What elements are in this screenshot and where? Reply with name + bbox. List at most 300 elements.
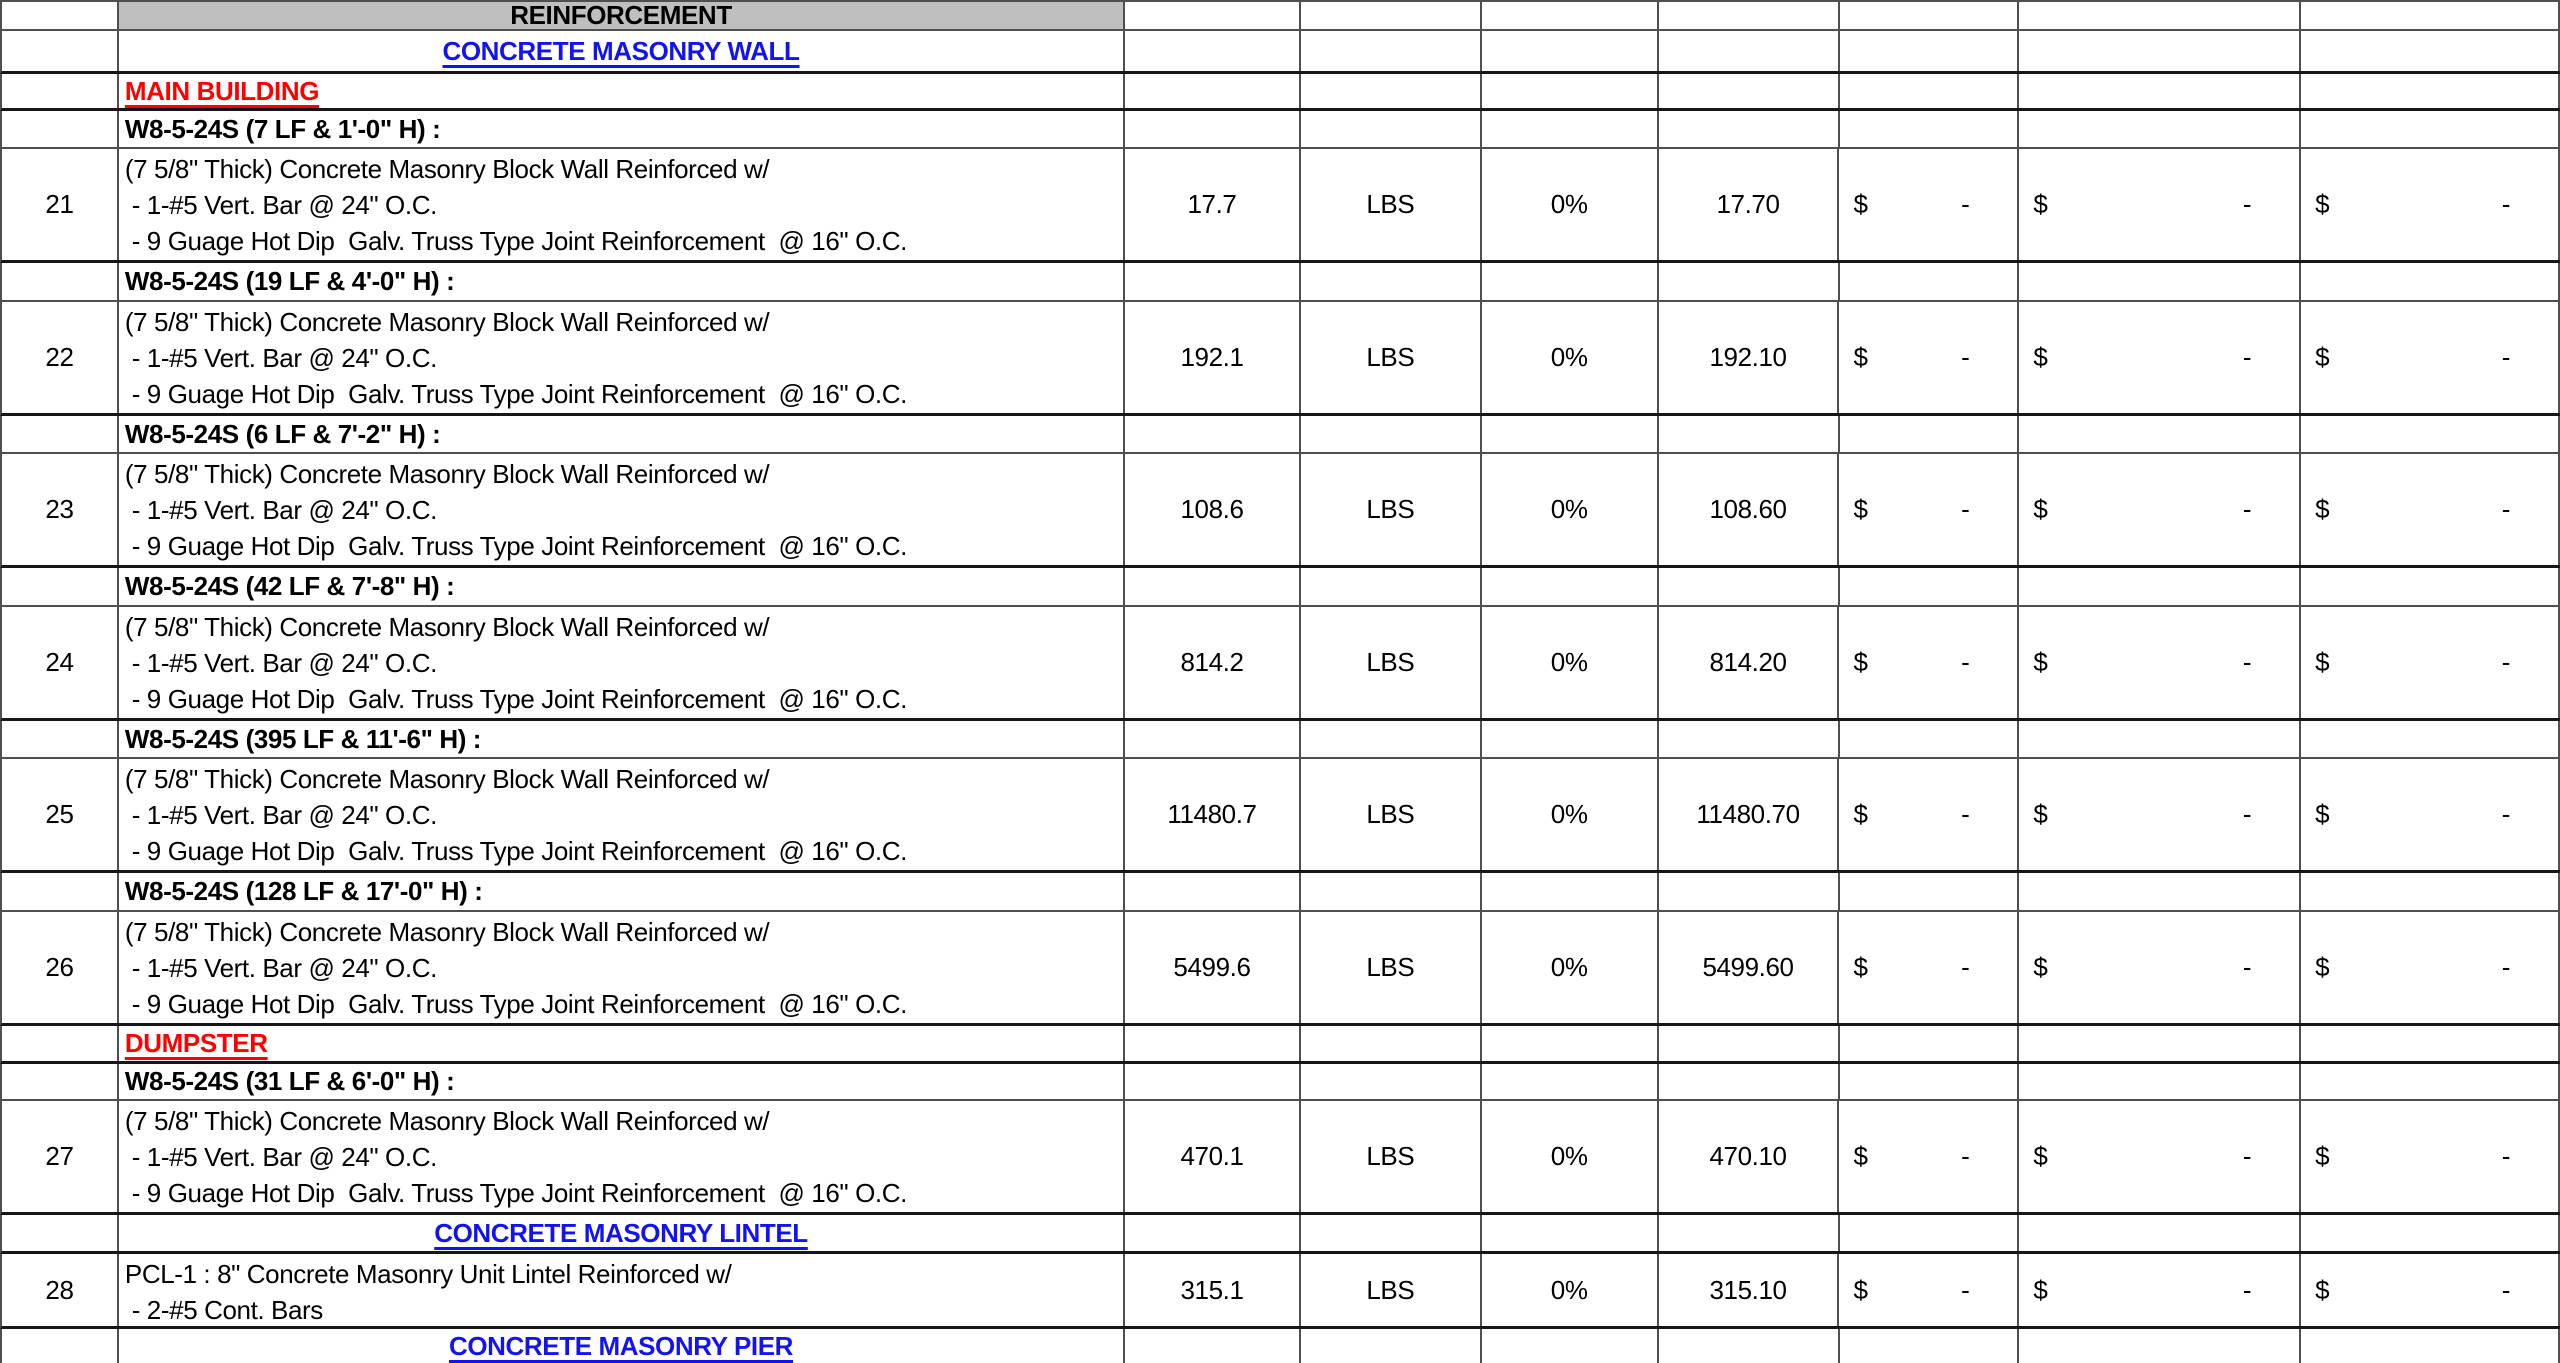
row-number: 23 <box>45 494 74 524</box>
adjusted-quantity-value: 315.10 <box>1709 1274 1787 1305</box>
quantity-value: 17.7 <box>1187 189 1237 219</box>
item-unit-cell[interactable] <box>1301 912 1482 1023</box>
item-name-description-cell[interactable] <box>119 568 1125 605</box>
description-lines <box>125 1103 907 1211</box>
currency-symbol: $ <box>1853 799 1868 829</box>
row-number: 25 <box>45 799 74 829</box>
percent-value: 0% <box>1550 952 1588 982</box>
item-quantity-cell[interactable] <box>1125 1101 1301 1212</box>
section-amount-2-cell[interactable] <box>2019 31 2301 71</box>
item-name-amount-3-cell[interactable] <box>2301 416 2560 452</box>
item-amount-2-cell[interactable] <box>2019 149 2301 260</box>
item-unit-cell[interactable] <box>1301 1254 1482 1326</box>
item-name-adjusted-quantity-cell[interactable] <box>1659 263 1840 300</box>
item-quantity-cell[interactable] <box>1125 607 1301 718</box>
section-adjusted-quantity-cell[interactable] <box>1659 1329 1840 1363</box>
unit-value: LBS <box>1366 647 1415 677</box>
row-number: 21 <box>45 189 74 219</box>
section-unit-cell[interactable] <box>1301 74 1482 108</box>
section-amount-3-cell[interactable] <box>2301 1026 2560 1061</box>
item-name-quantity-cell[interactable] <box>1125 1064 1301 1099</box>
item-name-description-cell[interactable] <box>119 416 1125 452</box>
currency-symbol: $ <box>1853 1274 1868 1305</box>
item-amount-1-cell[interactable] <box>1839 607 2019 718</box>
section-amount-1-cell[interactable] <box>1840 74 2020 108</box>
item-percent-cell[interactable] <box>1482 912 1659 1023</box>
item-amount-3-cell[interactable] <box>2301 454 2560 565</box>
item-name-quantity-cell[interactable] <box>1125 263 1301 300</box>
currency-amount: - <box>1961 342 1970 372</box>
item-name-quantity-cell[interactable] <box>1125 111 1301 147</box>
item-name-amount-2-cell[interactable] <box>2019 721 2301 757</box>
currency-symbol: $ <box>2033 647 2048 677</box>
section-amount-1-cell[interactable] <box>1840 2 2020 29</box>
item-name-adjusted-quantity-cell[interactable] <box>1659 568 1840 605</box>
item-amount-2-cell[interactable] <box>2019 607 2301 718</box>
item-name-amount-1-cell[interactable] <box>1840 263 2020 300</box>
item-name-adjusted-quantity-cell[interactable] <box>1659 873 1840 910</box>
section-title-label: CONCRETE MASONRY LINTEL <box>434 1217 808 1248</box>
item-description-cell[interactable] <box>119 607 1125 718</box>
section-amount-3-cell[interactable] <box>2301 1215 2560 1251</box>
currency-amount: - <box>2242 1274 2252 1305</box>
description-line: - 9 Guage Hot Dip Galv. Truss Type Joint Reinforcement @ 16" O.C. <box>124 989 907 1019</box>
section-amount-1-cell[interactable] <box>1840 31 2020 71</box>
item-name-description-cell[interactable] <box>119 111 1125 147</box>
item-name-row-number-cell[interactable] <box>2 1064 119 1099</box>
item-unit-cell[interactable] <box>1301 302 1482 413</box>
quantity-value: 11480.7 <box>1167 799 1257 829</box>
item-name-label: W8-5-24S (31 LF & 6'-0" H) : <box>124 1066 455 1096</box>
currency-amount: - <box>1961 799 1970 829</box>
item-unit-cell[interactable] <box>1301 759 1482 870</box>
item-amount-1-cell[interactable] <box>1839 1254 2019 1326</box>
item-name-row-number-cell[interactable] <box>2 568 119 605</box>
section-title-row <box>0 2 2560 31</box>
section-quantity-cell[interactable] <box>1125 1215 1301 1251</box>
item-name-amount-2-cell[interactable] <box>2019 568 2301 605</box>
item-row <box>0 912 2560 1026</box>
item-amount-3-cell[interactable] <box>2301 1254 2560 1326</box>
item-name-quantity-cell[interactable] <box>1125 873 1301 910</box>
item-name-label: W8-5-24S (395 LF & 11'-6" H) : <box>124 723 482 754</box>
item-name-amount-2-cell[interactable] <box>2019 111 2301 147</box>
item-name-description-cell[interactable] <box>119 873 1125 910</box>
item-name-percent-cell[interactable] <box>1482 1064 1659 1099</box>
item-row <box>0 759 2560 873</box>
section-description-cell[interactable] <box>119 1215 1125 1251</box>
adjusted-quantity-value: 11480.70 <box>1696 799 1800 829</box>
description-line: - 9 Guage Hot Dip Galv. Truss Type Joint Reinforcement @ 16" O.C. <box>124 684 907 714</box>
description-line: PCL-1 : 8" Concrete Masonry Unit Lintel Reinforced w/ <box>124 1259 732 1289</box>
item-name-amount-2-cell[interactable] <box>2019 263 2301 300</box>
item-amount-2-cell[interactable] <box>2019 912 2301 1023</box>
item-name-percent-cell[interactable] <box>1482 416 1659 452</box>
item-percent-cell[interactable] <box>1482 1101 1659 1212</box>
item-adjusted-quantity-cell[interactable] <box>1659 1254 1840 1326</box>
item-description-cell[interactable] <box>119 1101 1125 1212</box>
section-title-label: CONCRETE MASONRY WALL <box>442 35 800 66</box>
item-row <box>0 302 2560 416</box>
row-number: 22 <box>45 342 74 372</box>
section-amount-1-cell[interactable] <box>1840 1026 2020 1061</box>
item-name-amount-3-cell[interactable] <box>2301 111 2560 147</box>
section-percent-cell[interactable] <box>1482 1215 1659 1251</box>
item-name-amount-3-cell[interactable] <box>2301 568 2560 605</box>
section-adjusted-quantity-cell[interactable] <box>1659 2 1840 29</box>
section-amount-2-cell[interactable] <box>2019 1329 2301 1363</box>
currency-amount: - <box>2242 1141 2252 1171</box>
item-description-cell[interactable] <box>119 912 1125 1023</box>
item-name-amount-1-cell[interactable] <box>1840 721 2020 757</box>
item-amount-1-cell[interactable] <box>1839 759 2019 870</box>
item-row <box>0 1254 2560 1329</box>
item-amount-1-cell[interactable] <box>1839 1101 2019 1212</box>
description-line: (7 5/8" Thick) Concrete Masonry Block Wall Reinforced w/ <box>124 612 770 642</box>
currency-symbol: $ <box>2033 1274 2048 1305</box>
item-name-row-number-cell[interactable] <box>2 263 119 300</box>
adjusted-quantity-value: 192.10 <box>1709 342 1787 372</box>
item-percent-cell[interactable] <box>1482 1254 1659 1326</box>
unit-value: LBS <box>1366 1141 1415 1171</box>
section-amount-3-cell[interactable] <box>2301 2 2560 29</box>
item-name-row-number-cell[interactable] <box>2 416 119 452</box>
item-unit-cell[interactable] <box>1301 607 1482 718</box>
item-name-amount-1-cell[interactable] <box>1840 416 2020 452</box>
currency-amount: - <box>2242 494 2252 524</box>
item-amount-3-cell[interactable] <box>2301 149 2560 260</box>
adjusted-quantity-value: 5499.60 <box>1702 952 1794 982</box>
section-amount-1-cell[interactable] <box>1840 1329 2020 1363</box>
item-name-row-number-cell[interactable] <box>2 873 119 910</box>
item-row <box>0 607 2560 721</box>
item-amount-2-cell[interactable] <box>2019 454 2301 565</box>
item-name-amount-2-cell[interactable] <box>2019 1064 2301 1099</box>
item-amount-2-cell[interactable] <box>2019 1254 2301 1326</box>
item-unit-cell[interactable] <box>1301 454 1482 565</box>
section-amount-2-cell[interactable] <box>2019 2 2301 29</box>
item-adjusted-quantity-cell[interactable] <box>1659 454 1840 565</box>
currency-symbol: $ <box>1853 647 1868 677</box>
unit-value: LBS <box>1366 494 1415 524</box>
item-name-unit-cell[interactable] <box>1301 1064 1482 1099</box>
item-percent-cell[interactable] <box>1482 454 1659 565</box>
section-unit-cell[interactable] <box>1301 1026 1482 1061</box>
item-name-row <box>0 873 2560 912</box>
section-row-number-cell[interactable] <box>2 31 119 71</box>
section-title-row <box>0 1215 2560 1254</box>
section-description-cell[interactable] <box>119 31 1125 71</box>
description-lines <box>125 609 907 717</box>
currency-amount: - <box>2501 1141 2510 1171</box>
row-number: 27 <box>45 1141 74 1171</box>
item-amount-2-cell[interactable] <box>2019 759 2301 870</box>
description-line: - 1-#5 Vert. Bar @ 24" O.C. <box>124 953 437 983</box>
adjusted-quantity-value: 470.10 <box>1709 1141 1787 1171</box>
description-lines <box>125 456 907 564</box>
item-adjusted-quantity-cell[interactable] <box>1659 759 1840 870</box>
section-amount-3-cell[interactable] <box>2301 74 2560 108</box>
item-adjusted-quantity-cell[interactable] <box>1659 302 1840 413</box>
description-line: - 1-#5 Vert. Bar @ 24" O.C. <box>124 495 437 525</box>
item-row-number-cell[interactable] <box>2 912 119 1023</box>
currency-amount: - <box>2242 189 2252 219</box>
currency-amount: - <box>1961 952 1970 982</box>
quantity-value: 108.6 <box>1180 494 1244 524</box>
currency-symbol: $ <box>1853 342 1868 372</box>
item-description-cell[interactable] <box>119 759 1125 870</box>
item-adjusted-quantity-cell[interactable] <box>1659 149 1840 260</box>
description-line: - 2-#5 Cont. Bars <box>124 1295 323 1325</box>
section-amount-2-cell[interactable] <box>2019 1215 2301 1251</box>
section-title-label: MAIN BUILDING <box>124 75 320 106</box>
currency-symbol: $ <box>1853 189 1868 219</box>
item-unit-cell[interactable] <box>1301 149 1482 260</box>
currency-amount: - <box>2501 494 2510 524</box>
section-quantity-cell[interactable] <box>1125 1329 1301 1363</box>
quantity-value: 814.2 <box>1180 647 1244 677</box>
item-name-amount-3-cell[interactable] <box>2301 873 2560 910</box>
section-description-cell[interactable] <box>119 74 1125 108</box>
description-line: (7 5/8" Thick) Concrete Masonry Block Wall Reinforced w/ <box>124 154 770 184</box>
item-name-quantity-cell[interactable] <box>1125 568 1301 605</box>
item-amount-2-cell[interactable] <box>2019 302 2301 413</box>
item-quantity-cell[interactable] <box>1125 912 1301 1023</box>
item-name-unit-cell[interactable] <box>1301 568 1482 605</box>
section-row-number-cell[interactable] <box>2 1329 119 1363</box>
item-name-label: W8-5-24S (7 LF & 1'-0" H) : <box>124 113 441 144</box>
percent-value: 0% <box>1550 1274 1588 1305</box>
item-name-row <box>0 263 2560 302</box>
item-quantity-cell[interactable] <box>1125 1254 1301 1326</box>
item-name-amount-3-cell[interactable] <box>2301 1064 2560 1099</box>
section-adjusted-quantity-cell[interactable] <box>1659 1215 1840 1251</box>
currency-amount: - <box>2242 647 2252 677</box>
currency-amount: - <box>1961 494 1970 524</box>
section-title-row <box>0 1329 2560 1363</box>
section-row-number-cell[interactable] <box>2 2 119 29</box>
item-percent-cell[interactable] <box>1482 302 1659 413</box>
currency-symbol: $ <box>2315 799 2330 829</box>
item-name-adjusted-quantity-cell[interactable] <box>1659 111 1840 147</box>
item-quantity-cell[interactable] <box>1125 759 1301 870</box>
item-name-row <box>0 111 2560 149</box>
percent-value: 0% <box>1550 799 1588 829</box>
section-title-row <box>0 31 2560 74</box>
currency-amount: - <box>1961 647 1970 677</box>
section-percent-cell[interactable] <box>1482 31 1659 71</box>
section-unit-cell[interactable] <box>1301 1329 1482 1363</box>
item-name-adjusted-quantity-cell[interactable] <box>1659 721 1840 757</box>
item-row-number-cell[interactable] <box>2 759 119 870</box>
currency-symbol: $ <box>2033 342 2048 372</box>
section-title-label: CONCRETE MASONRY PIER <box>448 1331 794 1361</box>
item-name-row <box>0 1064 2560 1101</box>
item-name-amount-3-cell[interactable] <box>2301 721 2560 757</box>
section-quantity-cell[interactable] <box>1125 31 1301 71</box>
item-name-quantity-cell[interactable] <box>1125 416 1301 452</box>
item-name-row-number-cell[interactable] <box>2 721 119 757</box>
item-name-quantity-cell[interactable] <box>1125 721 1301 757</box>
section-quantity-cell[interactable] <box>1125 74 1301 108</box>
currency-amount: - <box>2501 342 2510 372</box>
item-name-percent-cell[interactable] <box>1482 721 1659 757</box>
description-line: (7 5/8" Thick) Concrete Masonry Block Wall Reinforced w/ <box>124 307 770 337</box>
adjusted-quantity-value: 17.70 <box>1716 189 1780 219</box>
item-row <box>0 1101 2560 1215</box>
item-row-number-cell[interactable] <box>2 302 119 413</box>
section-amount-2-cell[interactable] <box>2019 74 2301 108</box>
item-description-cell[interactable] <box>119 454 1125 565</box>
item-quantity-cell[interactable] <box>1125 302 1301 413</box>
currency-symbol: $ <box>2315 647 2330 677</box>
section-amount-1-cell[interactable] <box>1840 1215 2020 1251</box>
unit-value: LBS <box>1366 799 1415 829</box>
description-lines <box>125 151 907 259</box>
item-row-number-cell[interactable] <box>2 1254 119 1326</box>
description-line: - 9 Guage Hot Dip Galv. Truss Type Joint Reinforcement @ 16" O.C. <box>124 1178 907 1208</box>
item-name-adjusted-quantity-cell[interactable] <box>1659 1064 1840 1099</box>
unit-value: LBS <box>1366 952 1415 982</box>
item-name-unit-cell[interactable] <box>1301 416 1482 452</box>
item-unit-cell[interactable] <box>1301 1101 1482 1212</box>
description-line: (7 5/8" Thick) Concrete Masonry Block Wall Reinforced w/ <box>124 459 770 489</box>
item-name-amount-1-cell[interactable] <box>1840 873 2020 910</box>
unit-value: LBS <box>1366 189 1415 219</box>
item-name-amount-2-cell[interactable] <box>2019 873 2301 910</box>
item-amount-3-cell[interactable] <box>2301 912 2560 1023</box>
item-amount-3-cell[interactable] <box>2301 607 2560 718</box>
section-unit-cell[interactable] <box>1301 2 1482 29</box>
item-quantity-cell[interactable] <box>1125 454 1301 565</box>
section-row-number-cell[interactable] <box>2 74 119 108</box>
section-title-row <box>0 74 2560 111</box>
section-unit-cell[interactable] <box>1301 1215 1482 1251</box>
item-amount-3-cell[interactable] <box>2301 759 2560 870</box>
section-percent-cell[interactable] <box>1482 74 1659 108</box>
item-name-amount-2-cell[interactable] <box>2019 416 2301 452</box>
currency-amount: - <box>2501 189 2510 219</box>
item-row <box>0 454 2560 568</box>
quantity-value: 5499.6 <box>1173 952 1251 982</box>
item-amount-2-cell[interactable] <box>2019 1101 2301 1212</box>
item-description-cell[interactable] <box>119 302 1125 413</box>
description-line: - 9 Guage Hot Dip Galv. Truss Type Joint Reinforcement @ 16" O.C. <box>124 836 907 866</box>
quantity-value: 192.1 <box>1180 342 1244 372</box>
item-quantity-cell[interactable] <box>1125 149 1301 260</box>
item-name-percent-cell[interactable] <box>1482 263 1659 300</box>
item-row-number-cell[interactable] <box>2 454 119 565</box>
item-name-amount-1-cell[interactable] <box>1840 568 2020 605</box>
item-name-label: W8-5-24S (42 LF & 7'-8" H) : <box>124 571 455 601</box>
item-row-number-cell[interactable] <box>2 149 119 260</box>
section-description-cell[interactable] <box>119 1329 1125 1363</box>
item-amount-1-cell[interactable] <box>1839 912 2019 1023</box>
currency-amount: - <box>1961 1141 1970 1171</box>
currency-symbol: $ <box>2033 494 2048 524</box>
currency-symbol: $ <box>1853 494 1868 524</box>
row-number: 28 <box>45 1274 74 1305</box>
description-line: - 1-#5 Vert. Bar @ 24" O.C. <box>124 190 437 220</box>
section-amount-3-cell[interactable] <box>2301 1329 2560 1363</box>
item-name-unit-cell[interactable] <box>1301 111 1482 147</box>
item-row-number-cell[interactable] <box>2 1101 119 1212</box>
description-line: - 1-#5 Vert. Bar @ 24" O.C. <box>124 343 437 373</box>
percent-value: 0% <box>1550 342 1588 372</box>
item-name-unit-cell[interactable] <box>1301 263 1482 300</box>
item-amount-3-cell[interactable] <box>2301 302 2560 413</box>
item-name-amount-1-cell[interactable] <box>1840 111 2020 147</box>
item-name-percent-cell[interactable] <box>1482 873 1659 910</box>
item-amount-1-cell[interactable] <box>1839 302 2019 413</box>
item-name-description-cell[interactable] <box>119 263 1125 300</box>
section-description-cell[interactable] <box>119 2 1125 29</box>
item-name-adjusted-quantity-cell[interactable] <box>1659 416 1840 452</box>
item-name-row-number-cell[interactable] <box>2 111 119 147</box>
section-description-cell[interactable] <box>119 1026 1125 1061</box>
section-row-number-cell[interactable] <box>2 1026 119 1061</box>
item-row-number-cell[interactable] <box>2 607 119 718</box>
section-percent-cell[interactable] <box>1482 2 1659 29</box>
item-name-description-cell[interactable] <box>119 1064 1125 1099</box>
item-adjusted-quantity-cell[interactable] <box>1659 912 1840 1023</box>
description-lines <box>125 914 907 1022</box>
item-amount-1-cell[interactable] <box>1839 149 2019 260</box>
item-name-amount-3-cell[interactable] <box>2301 263 2560 300</box>
section-title-label: REINFORCEMENT <box>510 2 732 29</box>
item-adjusted-quantity-cell[interactable] <box>1659 1101 1840 1212</box>
section-quantity-cell[interactable] <box>1125 2 1301 29</box>
item-name-row <box>0 568 2560 607</box>
section-unit-cell[interactable] <box>1301 31 1482 71</box>
item-description-cell[interactable] <box>119 1254 1125 1326</box>
item-percent-cell[interactable] <box>1482 759 1659 870</box>
currency-symbol: $ <box>2315 952 2330 982</box>
item-amount-3-cell[interactable] <box>2301 1101 2560 1212</box>
item-name-amount-1-cell[interactable] <box>1840 1064 2020 1099</box>
currency-amount: - <box>2242 799 2252 829</box>
item-name-row <box>0 416 2560 454</box>
section-amount-3-cell[interactable] <box>2301 31 2560 71</box>
item-adjusted-quantity-cell[interactable] <box>1659 607 1840 718</box>
item-name-percent-cell[interactable] <box>1482 111 1659 147</box>
item-name-percent-cell[interactable] <box>1482 568 1659 605</box>
section-amount-2-cell[interactable] <box>2019 1026 2301 1061</box>
section-adjusted-quantity-cell[interactable] <box>1659 31 1840 71</box>
item-amount-1-cell[interactable] <box>1839 454 2019 565</box>
description-lines <box>125 304 907 412</box>
percent-value: 0% <box>1550 1141 1588 1171</box>
item-percent-cell[interactable] <box>1482 607 1659 718</box>
row-number: 26 <box>45 952 74 982</box>
currency-amount: - <box>2501 952 2510 982</box>
currency-amount: - <box>1961 189 1970 219</box>
adjusted-quantity-value: 814.20 <box>1709 647 1787 677</box>
item-description-cell[interactable] <box>119 149 1125 260</box>
item-name-unit-cell[interactable] <box>1301 873 1482 910</box>
currency-symbol: $ <box>1853 952 1868 982</box>
section-adjusted-quantity-cell[interactable] <box>1659 74 1840 108</box>
section-adjusted-quantity-cell[interactable] <box>1659 1026 1840 1061</box>
section-percent-cell[interactable] <box>1482 1026 1659 1061</box>
item-name-description-cell[interactable] <box>119 721 1125 757</box>
row-number: 24 <box>45 647 74 677</box>
section-quantity-cell[interactable] <box>1125 1026 1301 1061</box>
item-name-unit-cell[interactable] <box>1301 721 1482 757</box>
section-percent-cell[interactable] <box>1482 1329 1659 1363</box>
section-row-number-cell[interactable] <box>2 1215 119 1251</box>
item-percent-cell[interactable] <box>1482 149 1659 260</box>
